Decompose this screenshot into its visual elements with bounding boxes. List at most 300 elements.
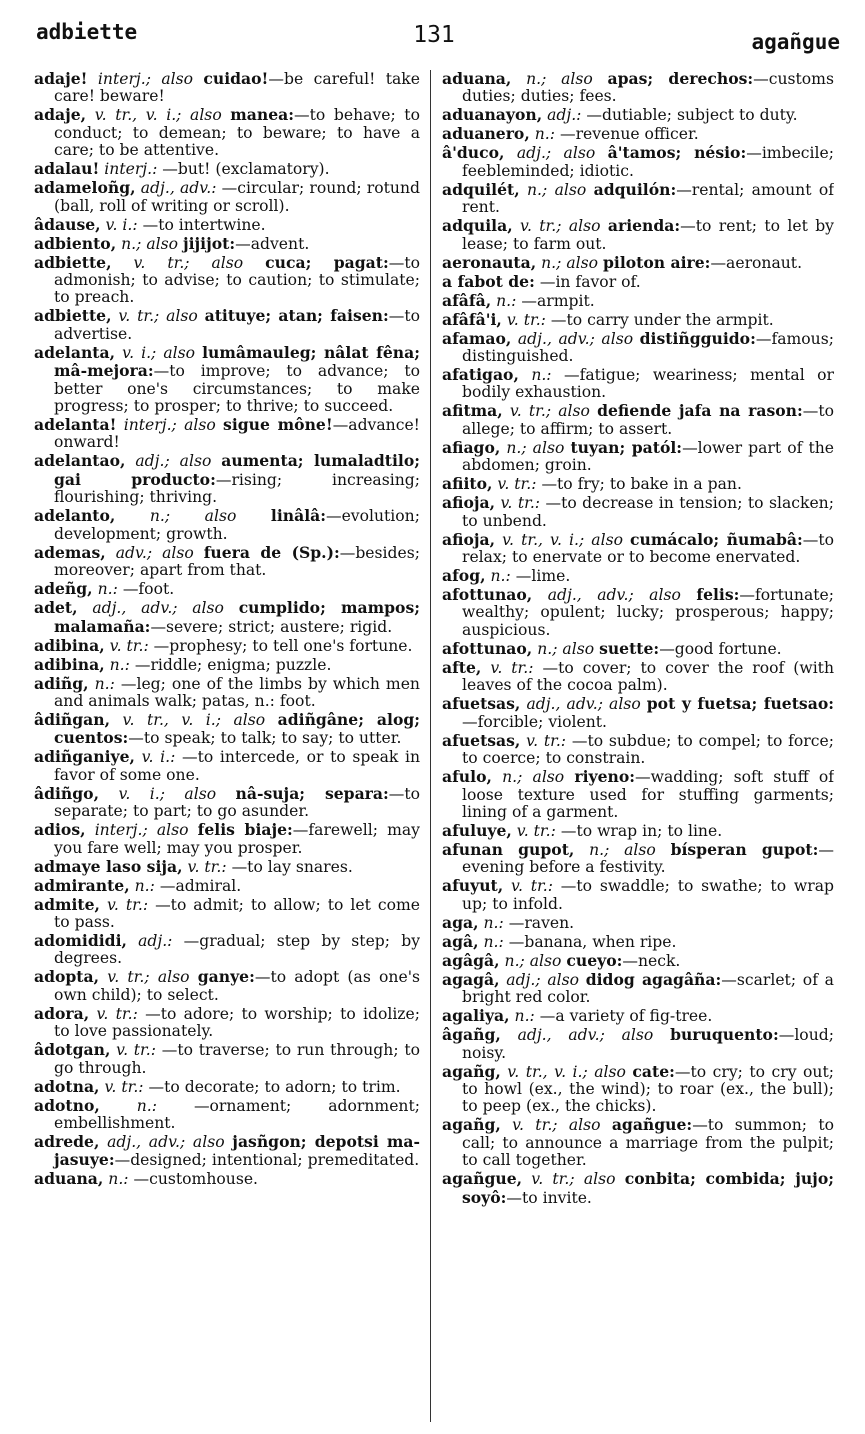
- grammar-note: interj.; also: [123, 416, 216, 435]
- headword: adiñganiye,: [34, 747, 135, 767]
- headword: adquilét,: [442, 179, 520, 199]
- synonym: sigue mône!: [223, 415, 333, 435]
- dictionary-entry: [442, 494, 834, 530]
- headword: adelantao,: [34, 451, 126, 471]
- dictionary-entry: [442, 841, 834, 877]
- definition: —to decrease in tension; to slacken; to unbend.: [462, 494, 834, 530]
- synonym: jasñgon; depotsi ma-jasuye:: [54, 1131, 420, 1170]
- definition: —to cry; to cry out; to howl (ex., the wind); to roar (ex., the bull); to peep (ex., the chicks).: [462, 1062, 834, 1116]
- synonym: conbita; combida; jujo; soyô:: [462, 1169, 834, 1207]
- definition: —good fortune.: [659, 639, 782, 658]
- definition: —but! (exclamatory).: [162, 160, 330, 179]
- headword: aduana,: [34, 1169, 104, 1189]
- grammar-note: v. tr.:: [187, 857, 227, 876]
- grammar-note: v. tr., v. i.; also: [507, 1062, 626, 1081]
- dictionary-entry: [442, 106, 834, 124]
- headword: afiito,: [442, 474, 493, 494]
- headword: adomididi,: [34, 930, 127, 950]
- grammar-note: v. tr.; also: [133, 253, 244, 272]
- grammar-note: n.; also: [541, 253, 599, 272]
- definition: —to adore; to worship; to idolize; to love passionately.: [54, 1004, 420, 1041]
- headword: adeñg,: [34, 579, 93, 599]
- definition: —besides; moreover; apart from that.: [54, 543, 420, 580]
- page-number: 131: [413, 22, 455, 48]
- grammar-note: interj.; also: [94, 821, 189, 840]
- dictionary-entry: [442, 768, 834, 821]
- headword: â'duco,: [442, 143, 505, 163]
- definition: —to rent; to let by lease; to farm out.: [462, 217, 834, 253]
- headword: adbiette,: [34, 252, 112, 272]
- grammar-note: v. tr.:: [516, 821, 556, 840]
- headword: agâ,: [442, 931, 479, 951]
- dictionary-entry: [34, 1005, 420, 1041]
- dictionary-entry: [442, 292, 834, 310]
- synonym: buruquento:: [670, 1025, 779, 1045]
- headword: agaliya,: [442, 1006, 510, 1026]
- grammar-note: v. tr.; also: [512, 1116, 601, 1135]
- dictionary-entry: [442, 952, 834, 970]
- grammar-note: v. tr.:: [497, 475, 537, 494]
- synonym: lumâmauleg; nâlat fêna; mâ-mejora:: [54, 342, 420, 381]
- dictionary-entry: [442, 311, 834, 329]
- headword: afunan gupot,: [442, 839, 575, 859]
- grammar-note: n.:: [531, 366, 552, 385]
- headword: adameloñg,: [34, 178, 136, 198]
- dictionary-entry: [34, 70, 420, 106]
- dictionary-entry: [34, 106, 420, 159]
- grammar-note: v. i.; also: [118, 784, 217, 803]
- grammar-note: adj.; also: [135, 452, 212, 471]
- dictionary-entry: [442, 567, 834, 585]
- grammar-note: v. tr., v. i.; also: [94, 106, 222, 125]
- grammar-note: adj.:: [138, 931, 173, 950]
- definition: —be careful! take care! beware!: [54, 70, 420, 106]
- definition: —rental; amount of rent.: [462, 180, 834, 217]
- definition: —admiral.: [159, 876, 242, 895]
- grammar-note: adj., adv.; also: [517, 329, 634, 348]
- dictionary-entry: [34, 452, 420, 506]
- dictionary-entry: [442, 695, 834, 731]
- dictionary-entry: [34, 1133, 420, 1170]
- headword: afamao,: [442, 328, 512, 348]
- definition: —raven.: [508, 913, 575, 932]
- synonym: agañgue:: [611, 1115, 693, 1135]
- synonym: cate:: [632, 1061, 675, 1081]
- headword: agagâ,: [442, 969, 500, 989]
- definition: —evolution; development; growth.: [54, 507, 420, 543]
- headword: afuetsas,: [442, 730, 521, 750]
- headword: afiago,: [442, 437, 501, 457]
- headword: adquila,: [442, 216, 513, 236]
- headword: adelanto,: [34, 506, 116, 526]
- definition: —to improve; to advance; to better one's circumstances; to make progress; to prosper; to thrive; to succeed.: [54, 362, 420, 416]
- dictionary-entry: [442, 971, 834, 1007]
- grammar-note: n.:: [483, 913, 504, 932]
- definition: —to separate; to part; to go asunder.: [54, 784, 420, 821]
- definition: —loud; noisy.: [462, 1026, 834, 1062]
- dictionary-entry: [442, 1170, 834, 1207]
- headword: afottunao,: [442, 585, 533, 605]
- grammar-note: adj., adv.; also: [526, 695, 641, 714]
- headword: adalau!: [34, 159, 100, 179]
- grammar-note: adj., adv.; also: [107, 1132, 225, 1151]
- grammar-note: v. tr., v. i.; also: [502, 530, 623, 549]
- definition: —imbecile; feebleminded; idiotic.: [462, 144, 834, 180]
- dictionary-entry: [34, 254, 420, 307]
- dictionary-entry: [442, 254, 834, 272]
- grammar-note: n.; also: [589, 840, 656, 859]
- definition: —aeronaut.: [710, 253, 803, 272]
- headword: adiñg,: [34, 673, 89, 693]
- dictionary-entry: [442, 531, 834, 567]
- definition: —designed; intentional; premeditated.: [114, 1151, 420, 1170]
- headword: aduanero,: [442, 124, 530, 144]
- dictionary-entry: [34, 416, 420, 452]
- definition: —wadding; soft stuff of loose texture used for stuffing garments; lining of a garment.: [462, 768, 834, 821]
- headword: âdiñgo,: [34, 783, 100, 803]
- headword: adibina,: [34, 635, 105, 655]
- definition: —forcible; violent.: [462, 712, 608, 731]
- headword: afte,: [442, 657, 482, 677]
- grammar-note: v. tr.:: [506, 310, 546, 329]
- dictionary-entry: [442, 217, 834, 253]
- definition: —a variety of fig-tree.: [539, 1007, 713, 1026]
- definition: —foot.: [122, 580, 175, 599]
- definition: —to behave; to conduct; to demean; to beware; to have a care; to be attentive.: [54, 106, 420, 160]
- definition: —scarlet; of a bright red color.: [462, 970, 834, 1007]
- grammar-note: v. tr.:: [490, 658, 534, 677]
- synonym: adquilón:: [593, 179, 677, 199]
- synonym: cumácalo; ñumabâ:: [630, 529, 803, 549]
- grammar-note: n.:: [109, 655, 130, 674]
- grammar-note: adj.; also: [516, 144, 596, 163]
- dictionary-entry: [442, 1026, 834, 1062]
- dictionary-entry: [34, 877, 420, 895]
- dictionary-entry: [442, 181, 834, 217]
- dictionary-entry: [442, 822, 834, 840]
- grammar-note: v. tr.; also: [509, 402, 590, 421]
- synonym: manea:: [230, 105, 295, 125]
- grammar-note: n.; also: [504, 951, 562, 970]
- dictionary-entry: [34, 1078, 420, 1096]
- dictionary-entry: [442, 659, 834, 695]
- headword: âdiñgan,: [34, 709, 111, 729]
- headword: afottunao,: [442, 638, 533, 658]
- grammar-note: n.:: [514, 1007, 535, 1026]
- grammar-note: n.:: [534, 125, 555, 144]
- dictionary-entry: [34, 858, 420, 876]
- synonym: tuyan; patól:: [570, 437, 683, 457]
- definition: —rising; increasing; flourishing; thriving.: [54, 470, 420, 507]
- headword: adibina,: [34, 654, 105, 674]
- synonym: cumplido; mampos; malamaña:: [54, 598, 420, 636]
- synonym: piloton aire:: [603, 252, 711, 272]
- grammar-note: n.; also: [506, 438, 565, 457]
- dictionary-entry: [34, 344, 420, 416]
- dictionary-entry: [442, 1116, 834, 1169]
- dictionary-entry: [34, 821, 420, 857]
- dictionary-entry: [34, 179, 420, 215]
- headword: adrede,: [34, 1131, 100, 1151]
- dictionary-entry: [442, 144, 834, 180]
- definition: —to summon; to call; to announce a marriage from the pulpit; to call together.: [462, 1116, 834, 1170]
- dictionary-entry: [442, 70, 834, 106]
- grammar-note: n.; also: [149, 507, 237, 526]
- synonym: nâ-suja; separa:: [235, 783, 389, 803]
- grammar-note: adj., adv.; also: [517, 1026, 654, 1045]
- headword: adora,: [34, 1003, 90, 1023]
- headword: adotno,: [34, 1095, 100, 1115]
- grammar-note: interj.; also: [97, 70, 193, 88]
- definition: —gradual; step by step; by degrees.: [54, 931, 420, 968]
- grammar-note: v. tr.:: [104, 1077, 144, 1096]
- definition: —customhouse.: [133, 1170, 259, 1189]
- dictionary-entry: [34, 785, 420, 821]
- headword: afioja,: [442, 529, 496, 549]
- synonym: cuca; pagat:: [265, 252, 389, 272]
- synonym: defiende jafa na rason:: [597, 401, 803, 421]
- headword: afitma,: [442, 401, 503, 421]
- dictionary-entry: [34, 160, 420, 178]
- headword: aduana,: [442, 70, 512, 88]
- dictionary-entry: [442, 732, 834, 768]
- dictionary-entry: [442, 877, 834, 913]
- definition: —lime.: [515, 567, 571, 586]
- grammar-note: v. i.:: [105, 215, 138, 234]
- definition: —to intertwine.: [142, 215, 266, 234]
- dictionary-entry: [34, 1170, 420, 1188]
- headword: afuyut,: [442, 876, 504, 896]
- headword: aga,: [442, 912, 479, 932]
- dictionary-entry: [442, 366, 834, 402]
- dictionary-entry: [34, 748, 420, 784]
- definition: —customs duties; duties; fees.: [462, 70, 834, 106]
- headword: adbiette,: [34, 306, 112, 326]
- dictionary-entry: [442, 402, 834, 438]
- definition: —riddle; enigma; puzzle.: [134, 655, 332, 674]
- dictionary-entry: [442, 125, 834, 143]
- grammar-note: n.; also: [526, 70, 593, 88]
- grammar-note: adj., adv.; also: [92, 599, 224, 618]
- definition: —lower part of the abdomen; groin.: [462, 438, 834, 475]
- dictionary-entry: [34, 216, 420, 234]
- headword: âdause,: [34, 214, 101, 234]
- definition: —to allege; to affirm; to assert.: [462, 402, 834, 438]
- grammar-note: v. tr.:: [96, 1004, 138, 1023]
- synonym: distiñgguido:: [639, 328, 756, 348]
- definition: —to invite.: [506, 1188, 592, 1207]
- grammar-note: v. tr.:: [109, 636, 149, 655]
- synonym: riyeno:: [574, 767, 636, 787]
- grammar-note: v. tr.:: [106, 895, 149, 914]
- synonym: atituye; atan; faisen:: [204, 306, 389, 326]
- definition: —in favor of.: [539, 272, 641, 291]
- synonym: fuera de (Sp.):: [203, 542, 340, 562]
- grammar-note: v. tr.; also: [520, 217, 601, 236]
- synonym: ganye:: [197, 967, 255, 987]
- synonym: adiñgâne; alog; cuentos:: [54, 709, 420, 748]
- dictionary-entry: [442, 640, 834, 658]
- grammar-note: n.; also: [502, 768, 565, 787]
- headword: admaye laso sija,: [34, 856, 183, 876]
- synonym: apas; derechos:: [607, 70, 754, 88]
- synonym: cueyo:: [566, 950, 623, 970]
- headword: adelanta,: [34, 342, 116, 362]
- dictionary-entry: [442, 914, 834, 932]
- definition: —advance! onward!: [54, 416, 420, 452]
- synonym: jijijot:: [182, 233, 236, 253]
- definition: —to relax; to enervate or to become enervated.: [462, 530, 834, 567]
- definition: —to subdue; to compel; to force; to coerce; to constrain.: [462, 731, 834, 768]
- headword: âgañg,: [442, 1025, 501, 1045]
- grammar-note: interj.:: [104, 160, 158, 179]
- grammar-note: n.; also: [537, 639, 595, 658]
- definition: —dutiable; subject to duty.: [586, 106, 798, 125]
- headword: afog,: [442, 566, 486, 586]
- headword: afatigao,: [442, 365, 519, 385]
- headword: afioja,: [442, 493, 496, 513]
- synonym: felis:: [696, 585, 740, 605]
- definition: —advent.: [235, 234, 310, 253]
- dictionary-entry: [442, 933, 834, 951]
- dictionary-entry: [34, 675, 420, 711]
- dictionary-entry: [34, 507, 420, 543]
- definition: —neck.: [622, 951, 681, 970]
- headword: afâfâ'i,: [442, 309, 502, 329]
- dictionary-entry: [34, 235, 420, 253]
- definition: —prophesy; to tell one's fortune.: [153, 636, 413, 655]
- definition: —armpit.: [521, 291, 595, 310]
- dictionary-entry: [442, 273, 834, 291]
- definition: —to lay snares.: [231, 857, 353, 876]
- definition: —ornament; adornment; embellishment.: [54, 1096, 420, 1132]
- dictionary-entry: [34, 968, 420, 1004]
- dictionary-entry: [34, 580, 420, 598]
- grammar-note: n.:: [134, 876, 155, 895]
- definition: —fortunate; wealthy; opulent; lucky; prosperous; happy; auspicious.: [462, 586, 834, 639]
- definition: —farewell; may you fare well; may you prosper.: [54, 821, 420, 857]
- definition: —to wrap in; to line.: [560, 821, 723, 840]
- dictionary-entry: [442, 330, 834, 366]
- definition: —to decorate; to adorn; to trim.: [148, 1077, 401, 1096]
- dictionary-entry: [34, 637, 420, 655]
- headword: adaje!: [34, 70, 88, 88]
- headword: adaje,: [34, 105, 87, 125]
- headword: ademas,: [34, 542, 106, 562]
- headword: admite,: [34, 894, 100, 914]
- synonym: pot y fuetsa; fuetsao:: [646, 694, 834, 714]
- grammar-note: n.:: [490, 567, 511, 586]
- grammar-note: v. tr.:: [526, 731, 567, 750]
- dictionary-entry: [34, 1041, 420, 1077]
- grammar-note: v. tr.; also: [118, 307, 198, 326]
- synonym: bísperan gupot:: [670, 839, 819, 859]
- definition: —to admit; to allow; to let come to pass.: [54, 895, 420, 931]
- dictionary-entry: [34, 656, 420, 674]
- grammar-note: v. tr.:: [511, 877, 553, 896]
- synonym: linâlâ:: [270, 506, 326, 526]
- headword: adios,: [34, 820, 86, 840]
- definition: —to intercede, or to speak in favor of some one.: [54, 748, 420, 784]
- grammar-note: v. tr.:: [116, 1041, 156, 1060]
- headword: aduanayon,: [442, 105, 543, 125]
- dictionary-entry: [34, 307, 420, 343]
- grammar-note: v. tr.; also: [107, 968, 190, 987]
- grammar-note: v. tr., v. i.; also: [122, 710, 266, 729]
- grammar-note: n.:: [94, 674, 115, 693]
- grammar-note: adj., adv.:: [140, 179, 217, 198]
- dictionary-entry: [34, 896, 420, 932]
- guide-word-right: agañgue: [751, 30, 840, 54]
- synonym: arienda:: [607, 216, 681, 236]
- grammar-note: v. tr.:: [500, 494, 541, 513]
- dictionary-entry: [442, 1063, 834, 1116]
- dictionary-entry: [34, 711, 420, 748]
- headword: aeronauta,: [442, 252, 537, 272]
- synonym: didog agagâña:: [585, 969, 722, 989]
- grammar-note: n.:: [483, 932, 504, 951]
- grammar-note: v. tr.; also: [531, 1170, 616, 1189]
- definition: —leg; one of the limbs by which men and animals walk; patas, n.: foot.: [54, 674, 420, 710]
- headword: agañg,: [442, 1115, 501, 1135]
- definition: —fatigue; weariness; mental or bodily exhaustion.: [462, 366, 834, 402]
- definition: —famous; distinguished.: [462, 329, 834, 366]
- definition: —to carry under the armpit.: [550, 310, 774, 329]
- grammar-note: n.:: [496, 291, 517, 310]
- definition: —banana, when ripe.: [508, 932, 677, 951]
- synonym: â'tamos; nésio:: [607, 143, 747, 163]
- dictionary-entry: [442, 439, 834, 475]
- definition: —evening before a festivity.: [462, 840, 834, 877]
- headword: agâgâ,: [442, 950, 500, 970]
- grammar-note: v. i.; also: [122, 343, 196, 362]
- grammar-note: n.; also: [121, 234, 178, 253]
- headword: agañgue,: [442, 1169, 523, 1189]
- dictionary-entry: [442, 586, 834, 639]
- headword: afuluye,: [442, 820, 512, 840]
- definition: —to advertise.: [54, 307, 420, 343]
- dictionary-entry: [34, 932, 420, 968]
- dictionary-entry: [34, 544, 420, 580]
- grammar-note: n.; also: [527, 180, 587, 199]
- definition: —to admonish; to advise; to caution; to stimulate; to preach.: [54, 253, 420, 307]
- grammar-note: adj., adv.; also: [547, 586, 681, 605]
- grammar-note: v. i.:: [141, 748, 176, 767]
- headword: adet,: [34, 598, 78, 618]
- dictionary-entry: [442, 475, 834, 493]
- definition: —to traverse; to run through; to go through.: [54, 1041, 420, 1077]
- definition: —revenue officer.: [559, 125, 699, 144]
- headword: agañg,: [442, 1061, 501, 1081]
- definition: —to swaddle; to swathe; to wrap up; to infold.: [462, 877, 834, 913]
- headword: adelanta!: [34, 415, 117, 435]
- guide-word-left: adbiette: [36, 20, 138, 44]
- headword: adotna,: [34, 1076, 100, 1096]
- right-column: [442, 70, 834, 1208]
- headword: afulo,: [442, 767, 492, 787]
- grammar-note: adj.:: [547, 106, 582, 125]
- grammar-note: adv.; also: [115, 543, 194, 562]
- left-column: [34, 70, 420, 1189]
- grammar-note: n.:: [108, 1170, 129, 1189]
- headword: adbiento,: [34, 233, 117, 253]
- headword: afuetsas,: [442, 694, 521, 714]
- definition: —circular; round; rotund (ball, roll of writing or scroll).: [54, 179, 420, 215]
- dictionary-entry: [34, 1097, 420, 1133]
- definition: —to speak; to talk; to say; to utter.: [128, 729, 402, 748]
- column-divider: [430, 70, 431, 1422]
- definition: —to adopt (as one's own child); to select.: [54, 968, 420, 1004]
